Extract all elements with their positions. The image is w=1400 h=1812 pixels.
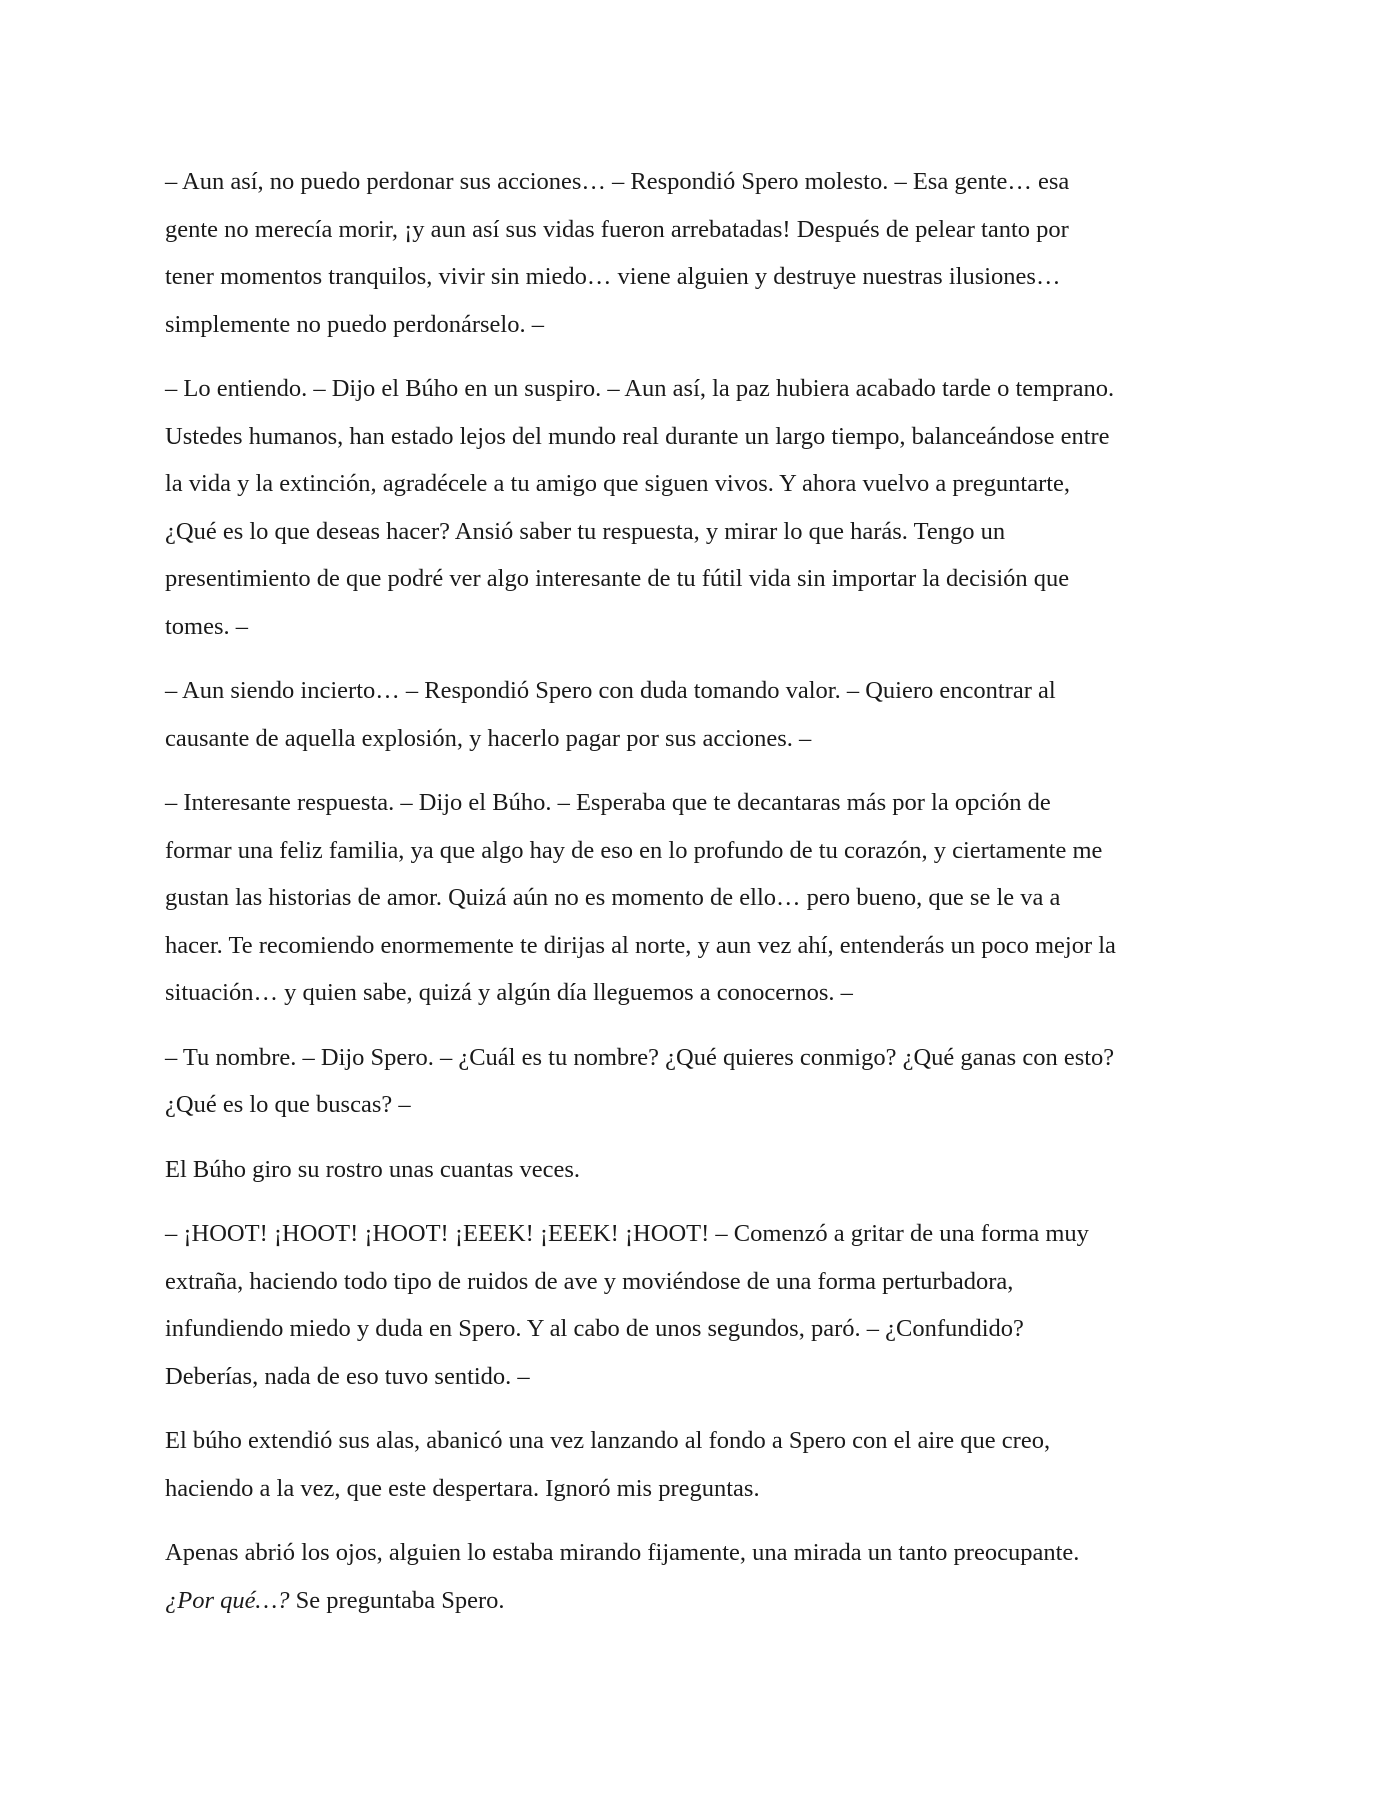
paragraph <box>165 365 1245 650</box>
text-line: gustan las historias de amor. Quizá aún no es momento de ello… pero bueno, que se le va a <box>165 884 1061 911</box>
text-line: tomes. – <box>165 612 249 640</box>
paragraph <box>165 158 1245 348</box>
text-line: formar una feliz familia, ya que algo hay de eso en lo profundo de tu corazón, y ciertamente me <box>165 836 1103 864</box>
text-line: – ¡HOOT! ¡HOOT! ¡HOOT! ¡EEEK! ¡EEEK! ¡HOOT! – Comenzó a gritar de una forma muy <box>165 1220 1089 1247</box>
text-line: Deberías, nada de eso tuvo sentido. – <box>165 1362 530 1390</box>
text-line: hacer. Te recomiendo enormemente te dirijas al norte, y aun vez ahí, entenderás un poco mejor la <box>165 931 1116 959</box>
text-line: El Búho giro su rostro unas cuantas veces. <box>165 1155 581 1183</box>
text-line: El búho extendió sus alas, abanicó una vez lanzando al fondo a Spero con el aire que creo, <box>165 1427 1051 1454</box>
text-line: ¿Qué es lo que buscas? – <box>165 1091 411 1118</box>
text-line: infundiendo miedo y duda en Spero. Y al cabo de unos segundos, paró. – ¿Confundido? <box>165 1315 1024 1342</box>
text-line-mixed <box>165 1577 1245 1625</box>
paragraph-last <box>165 1529 1245 1624</box>
paragraph <box>165 1146 1245 1194</box>
text-line: presentimiento de que podré ver algo interesante de tu fútil vida sin importar la decisión que <box>165 565 1070 592</box>
text-line: causante de aquella explosión, y hacerlo pagar por sus acciones. – <box>165 724 812 752</box>
text-line: extraña, haciendo todo tipo de ruidos de ave y moviéndose de una forma perturbadora, <box>165 1267 1014 1295</box>
paragraph <box>165 779 1245 1017</box>
text-line: situación… y quien sabe, quizá y algún día lleguemos a conocernos. – <box>165 979 853 1006</box>
italic-thought: ¿Por qué…? <box>165 1586 290 1614</box>
text-line: – Lo entiendo. – Dijo el Búho en un suspiro. – Aun así, la paz hubiera acabado tarde o temprano. <box>165 375 1115 402</box>
text-line: la vida y la extinción, agradécele a tu amigo que siguen vivos. Y ahora vuelvo a preguntarte, <box>165 470 1071 497</box>
text-line: tener momentos tranquilos, vivir sin miedo… viene alguien y destruye nuestras ilusiones… <box>165 263 1061 290</box>
paragraph <box>165 1034 1245 1129</box>
text-line: Apenas abrió los ojos, alguien lo estaba mirando fijamente, una mirada un tanto preocupante. <box>165 1539 1080 1566</box>
text-line: simplemente no puedo perdonárselo. – <box>165 310 544 338</box>
text-fragment: Se preguntaba Spero. <box>289 1586 505 1614</box>
text-line: gente no merecía morir, ¡y aun así sus vidas fueron arrebatadas! Después de pelear tanto por <box>165 215 1069 243</box>
paragraph <box>165 1210 1245 1400</box>
paragraph <box>165 667 1245 762</box>
text-line: ¿Qué es lo que deseas hacer? Ansió saber tu respuesta, y mirar lo que harás. Tengo un <box>165 517 1006 545</box>
text-line: – Tu nombre. – Dijo Spero. – ¿Cuál es tu nombre? ¿Qué quieres conmigo? ¿Qué ganas con esto? <box>165 1043 1115 1071</box>
text-line: – Aun siendo incierto… – Respondió Spero con duda tomando valor. – Quiero encontrar al <box>165 677 1056 704</box>
paragraph <box>165 1417 1245 1512</box>
text-line: – Interesante respuesta. – Dijo el Búho. – Esperaba que te decantaras más por la opción de <box>165 789 1051 816</box>
body-text <box>165 158 1245 1641</box>
text-line: Ustedes humanos, han estado lejos del mundo real durante un largo tiempo, balanceándose entre <box>165 422 1110 450</box>
text-line: haciendo a la vez, que este despertara. Ignoró mis preguntas. <box>165 1474 760 1502</box>
text-line: – Aun así, no puedo perdonar sus acciones… – Respondió Spero molesto. – Esa gente… esa <box>165 168 1070 195</box>
